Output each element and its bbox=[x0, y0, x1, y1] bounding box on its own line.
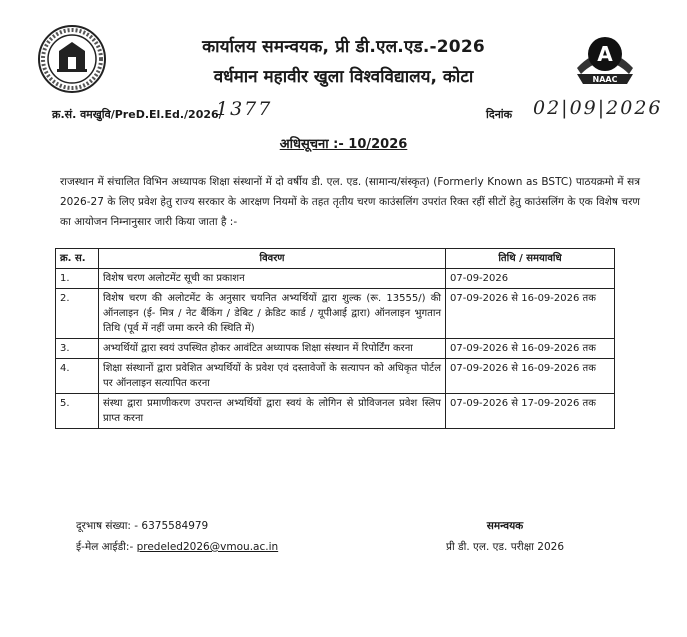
table-header-row bbox=[56, 249, 615, 269]
signatory-title: समन्वयक bbox=[486, 520, 524, 532]
svg-text:A: A bbox=[597, 42, 613, 66]
row-sn: 3. bbox=[56, 339, 99, 359]
notice-title: अधिसूचना :- 10/2026 bbox=[279, 137, 408, 152]
university-title: वर्धमान महावीर खुला विश्वविद्यालय, कोटा bbox=[213, 67, 474, 87]
table-row bbox=[56, 269, 615, 289]
header-date: तिथि / समयावधि bbox=[446, 249, 615, 269]
signatory-subtitle: प्री डी. एल. एड. परीक्षा 2026 bbox=[445, 541, 565, 553]
row-description: शिक्षा संस्थानों द्वारा प्रवेशित अभ्यर्थियों के प्रवेश एवं दस्तावेजों के सत्यापन को अधिकृत पोर्टल पर ऑनलाइन सत्यापित करना bbox=[99, 359, 446, 394]
header-sn: क्र. स. bbox=[56, 249, 99, 269]
reference-number: 1377 bbox=[216, 98, 273, 120]
reference-label: क्र.सं. वमखुवि/PreD.El.Ed./2026/ bbox=[52, 108, 223, 121]
row-description: विशेष चरण अलोटमेंट सूची का प्रकाशन bbox=[99, 269, 446, 289]
office-title: कार्यालय समन्वयक, प्री डी.एल.एड.-2026 bbox=[202, 37, 485, 57]
table-row bbox=[56, 394, 615, 429]
email-link[interactable]: predeled2026@vmou.ac.in bbox=[136, 541, 279, 553]
table-row bbox=[56, 339, 615, 359]
email-line bbox=[76, 540, 278, 554]
row-description: संस्था द्वारा प्रमाणीकरण उपरान्त अभ्यर्थियों द्वारा स्वयं के लोगिन से प्रोविजनल प्रवेश स्लिप प्राप्त करना bbox=[99, 394, 446, 429]
row-sn: 2. bbox=[56, 289, 99, 339]
date-value: 02|09|2026 bbox=[533, 97, 663, 119]
intro-paragraph: राजस्थान में संचालित विभिन अध्यापक शिक्षा संस्थानों में दो वर्षीय डी. एल. एड. (सामान्य/संस्कृत) (Formerly Known as BSTC) पाठयक्रमो में सत्र 2026-27 के लिए प्रवेश हेतु राज्य सरकार के आरक्षण नियमों के तहत तृतीय चरण काउंसलिंग उपरांत रिक्त रहीं सीटों हेतु काउंसलिंग के एक विशेष चरण का आयोजन निम्नानुसार जारी किया जाता है :- bbox=[60, 176, 640, 228]
svg-text:NAAC: NAAC bbox=[592, 75, 618, 84]
phone-number: दूरभाष संख्या: - 6375584979 bbox=[76, 520, 209, 532]
row-sn: 5. bbox=[56, 394, 99, 429]
row-sn: 4. bbox=[56, 359, 99, 394]
row-date: 07-09-2026 bbox=[446, 269, 615, 289]
table-row bbox=[56, 359, 615, 394]
row-date: 07-09-2026 से 17-09-2026 तक bbox=[446, 394, 615, 429]
row-sn: 1. bbox=[56, 269, 99, 289]
row-date: 07-09-2026 से 16-09-2026 तक bbox=[446, 359, 615, 394]
date-label: दिनांक bbox=[486, 108, 513, 121]
row-description: विशेष चरण की अलोटमेंट के अनुसार चयनित अभ्यर्थियों द्वारा शुल्क (रू. 13555/) की ऑनलाइन (ई- मित्र / नेट बैंकिंग / डेबिट / क्रेडिट कार्ड / यूपीआई द्वारा) ऑनलाइन भुगतान तिथि (पूर्व में नहीं जमा करने की स्थिति में) bbox=[99, 289, 446, 339]
row-date: 07-09-2026 से 16-09-2026 तक bbox=[446, 289, 615, 339]
row-date: 07-09-2026 से 16-09-2026 तक bbox=[446, 339, 615, 359]
header-description: विवरण bbox=[99, 249, 446, 269]
table-row bbox=[56, 289, 615, 339]
email-label: ई-मेल आईडी:- bbox=[76, 541, 137, 553]
schedule-table bbox=[55, 248, 615, 429]
row-description: अभ्यर्थियों द्वारा स्वयं उपस्थित होकर आवंटित अध्यापक शिक्षा संस्थान में रिपोर्टिंग करना bbox=[99, 339, 446, 359]
